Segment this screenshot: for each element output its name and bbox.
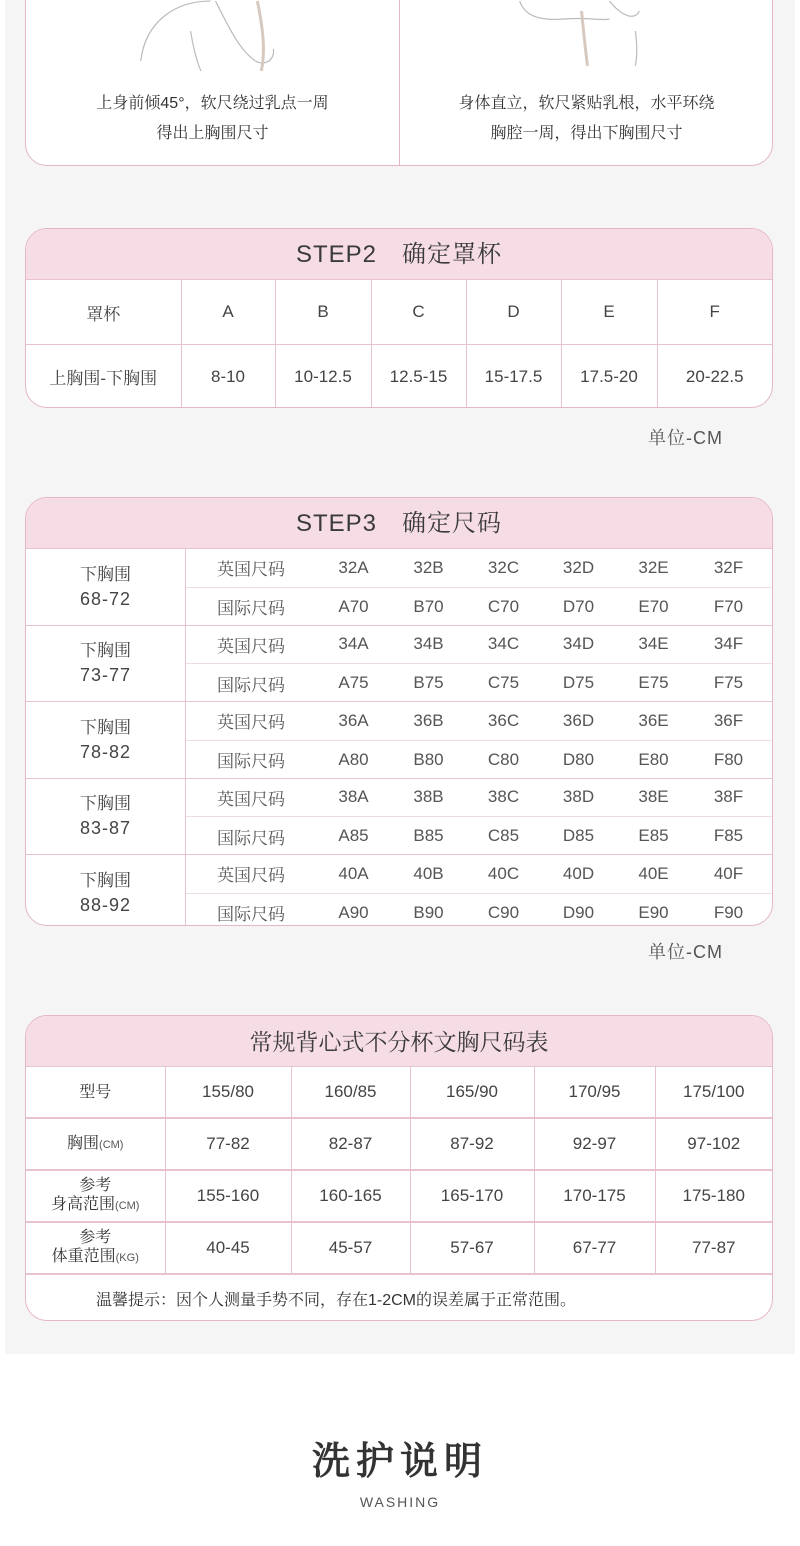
upper-bust-illustration (26, 0, 399, 71)
intl-size-row (186, 817, 772, 855)
table-cell: 155-160 (165, 1170, 291, 1222)
uk-size-row (186, 779, 772, 818)
uk-size-label: 英国尺码 (217, 636, 285, 656)
table-cell: 10-12.5 (275, 345, 371, 409)
uk-size-row (186, 549, 772, 588)
table-cell: 12.5-15 (371, 345, 466, 409)
step1-right-caption-line1: 身体直立，软尺紧贴乳根，水平环绕 (458, 95, 715, 112)
size-cell: B70 (413, 596, 444, 616)
size-cell: 36B (413, 710, 444, 730)
intl-size-label: 国际尺码 (217, 675, 285, 695)
intl-size-label: 国际尺码 (217, 905, 285, 925)
size-cell: C80 (487, 749, 520, 769)
table-cell: 8-10 (181, 345, 275, 409)
washing-subtitle: WASHING (359, 1494, 441, 1510)
uk-size-row (186, 855, 772, 894)
table-row (26, 1118, 772, 1170)
table-cell: 97-102 (655, 1118, 772, 1170)
intl-size-label: 国际尺码 (217, 599, 285, 619)
row-label-unit: (CM) (115, 1200, 140, 1212)
table-cell: 165/90 (410, 1067, 534, 1118)
underbust-range: 83-87 (79, 818, 132, 839)
underbust-cell (26, 702, 186, 778)
uk-size-label: 英国尺码 (217, 713, 285, 733)
size-cell: D70 (562, 596, 595, 616)
size-cell: B90 (413, 902, 444, 922)
underbust-cell (26, 779, 186, 855)
row-label (26, 1118, 165, 1170)
size-cell: A70 (338, 596, 369, 616)
table-cell: 45-57 (291, 1222, 410, 1274)
table-cell: F (657, 280, 772, 345)
table-cell: 160-165 (291, 1170, 410, 1222)
size-cell: E80 (638, 749, 669, 769)
step1-right-column (399, 0, 773, 165)
table-cell: 罩杯 (26, 280, 181, 345)
underbust-label: 下胸围 (80, 641, 131, 661)
table-cell: 57-67 (410, 1222, 534, 1274)
step2-title: STEP2 确定罩杯 (26, 229, 772, 280)
size-cell: 32C (487, 557, 520, 577)
size-cell: 38E (638, 787, 669, 807)
size-cell: 40A (338, 863, 369, 883)
size-group (26, 702, 772, 779)
row-label-prefix: 参考 (79, 1177, 112, 1194)
uk-size-label: 英国尺码 (217, 560, 285, 580)
uk-size-label: 英国尺码 (217, 789, 285, 809)
size-cell: 36E (638, 710, 669, 730)
step2-unit-note: 单位-CM (648, 428, 723, 448)
size-cell: F70 (713, 596, 744, 616)
table-cell: 155/80 (165, 1067, 291, 1118)
table-row (26, 1222, 772, 1274)
size-cell: A85 (338, 826, 369, 846)
underbust-label: 下胸围 (80, 794, 131, 814)
size-cell: 34D (562, 634, 595, 654)
vest-size-card (25, 1015, 773, 1321)
size-cell: D75 (562, 673, 595, 693)
row-label-text: 身高范围 (51, 1196, 116, 1213)
size-cell: 38C (487, 787, 520, 807)
row-label-text: 胸围 (67, 1134, 100, 1152)
size-group (26, 779, 772, 856)
table-cell: A (181, 280, 275, 345)
size-cell: A80 (338, 749, 369, 769)
row-label-prefix: 参考 (79, 1229, 112, 1246)
size-cell: 34F (713, 634, 744, 654)
intl-size-label: 国际尺码 (217, 828, 285, 848)
size-cell: 38B (413, 787, 444, 807)
size-cell: 36D (562, 710, 595, 730)
size-cell: E70 (638, 596, 669, 616)
size-cell: 40B (413, 863, 444, 883)
washing-title: 洗护说明 (311, 1441, 488, 1483)
table-cell: 17.5-20 (561, 345, 657, 409)
underbust-label: 下胸围 (80, 564, 131, 584)
table-cell: 77-82 (165, 1118, 291, 1170)
size-cell: 36A (338, 710, 369, 730)
table-cell: 20-22.5 (685, 366, 744, 386)
size-cell: 40C (487, 863, 520, 883)
row-label-text: 型号 (79, 1083, 112, 1101)
under-bust-illustration (400, 0, 773, 71)
underbust-cell (26, 549, 186, 625)
underbust-cell (26, 855, 186, 926)
cup-table-header-row (26, 280, 772, 345)
table-cell: 92-97 (534, 1118, 655, 1170)
size-cell: C70 (487, 596, 520, 616)
table-row (26, 1067, 772, 1118)
size-cell: C75 (487, 673, 520, 693)
size-group (26, 855, 772, 926)
size-cell: F90 (713, 902, 744, 922)
size-cell: 34A (338, 634, 369, 654)
size-cell: B75 (413, 673, 444, 693)
size-cell: E85 (638, 826, 669, 846)
intl-size-row (186, 588, 772, 626)
size-cell: 34B (413, 634, 444, 654)
underbust-range: 68-72 (79, 588, 132, 609)
size-cell: 38D (562, 787, 595, 807)
table-cell: 87-92 (410, 1118, 534, 1170)
row-label-unit: (CM) (99, 1138, 124, 1151)
row-label (26, 1067, 165, 1118)
size-cell: F80 (713, 749, 744, 769)
size-cell: 32F (713, 557, 744, 577)
row-label-text: 体重范围 (51, 1248, 116, 1265)
uk-size-row (186, 626, 772, 665)
size-cell: 38F (713, 787, 744, 807)
table-cell: 170/95 (534, 1067, 655, 1118)
size-cell: 40D (562, 863, 595, 883)
step1-measure-card (25, 0, 773, 166)
vest-title: 常规背心式不分杯文胸尺码表 (26, 1016, 772, 1067)
row-label-unit: (KG) (115, 1252, 139, 1264)
row-label (26, 1170, 165, 1222)
step1-left-caption-line2: 得出上胸围尺寸 (156, 125, 269, 142)
row-label (26, 1222, 165, 1274)
size-cell: A75 (338, 673, 369, 693)
table-cell: 67-77 (534, 1222, 655, 1274)
size-cell: 32E (638, 557, 669, 577)
size-cell: 40E (638, 863, 669, 883)
size-cell: 34C (487, 634, 520, 654)
measurement-tip: 温馨提示：因个人测量手势不同，存在1-2CM的误差属于正常范围。 (96, 1292, 577, 1309)
size-cell: 32B (413, 557, 444, 577)
table-cell: 170-175 (534, 1170, 655, 1222)
intl-size-row (186, 664, 772, 702)
size-cell: E75 (638, 673, 669, 693)
size-cell: 34E (638, 634, 669, 654)
size-cell: C85 (487, 826, 520, 846)
table-row (26, 1170, 772, 1222)
intl-size-row (186, 741, 772, 779)
size-cell: F85 (713, 826, 744, 846)
size-cell: D80 (562, 749, 595, 769)
size-cell: B85 (413, 826, 444, 846)
table-cell: 40-45 (165, 1222, 291, 1274)
size-cell: F75 (713, 673, 744, 693)
size-cell: A90 (338, 902, 369, 922)
table-cell: B (275, 280, 371, 345)
cup-table-value-row (26, 345, 772, 409)
size-cell: 38A (338, 787, 369, 807)
uk-size-row (186, 702, 772, 741)
size-cell: 40F (713, 863, 744, 883)
size-group (26, 549, 772, 626)
table-cell: 82-87 (291, 1118, 410, 1170)
underbust-label: 下胸围 (80, 717, 131, 737)
size-group (26, 626, 772, 703)
step1-right-caption-line2: 胸腔一周，得出下胸围尺寸 (490, 125, 683, 142)
table-cell: 165-170 (410, 1170, 534, 1222)
intl-size-row (186, 894, 772, 926)
underbust-range: 88-92 (79, 894, 132, 915)
underbust-range: 73-77 (79, 665, 132, 686)
step3-size-card (25, 497, 773, 926)
table-cell: C (371, 280, 466, 345)
size-cell: B80 (413, 749, 444, 769)
size-cell: 36F (713, 710, 744, 730)
step3-unit-note: 单位-CM (648, 942, 723, 962)
underbust-cell (26, 626, 186, 702)
table-cell: 15-17.5 (466, 345, 561, 409)
table-cell: 175/100 (655, 1067, 772, 1118)
uk-size-label: 英国尺码 (217, 866, 285, 886)
step3-title: STEP3 确定尺码 (26, 498, 772, 549)
vest-size-table (26, 1067, 772, 1275)
step1-left-caption-line1: 上身前倾45°，软尺绕过乳点一周 (96, 95, 329, 112)
table-cell: 175-180 (655, 1170, 772, 1222)
size-cell: D90 (562, 902, 595, 922)
size-cell: 32D (562, 557, 595, 577)
cup-table (26, 280, 772, 408)
size-cell: 32A (338, 557, 369, 577)
size-cell: 36C (487, 710, 520, 730)
underbust-label: 下胸围 (80, 870, 131, 890)
size-cell: D85 (562, 826, 595, 846)
size-cell: C90 (487, 902, 520, 922)
intl-size-label: 国际尺码 (217, 752, 285, 772)
table-cell: E (561, 280, 657, 345)
step1-left-column (26, 0, 399, 165)
underbust-range: 78-82 (79, 741, 132, 762)
size-cell: E90 (638, 902, 669, 922)
table-cell: D (466, 280, 561, 345)
table-cell: 77-87 (655, 1222, 772, 1274)
table-cell: 上胸围-下胸围 (26, 345, 181, 409)
table-cell: 160/85 (291, 1067, 410, 1118)
step2-cup-card (25, 228, 773, 408)
